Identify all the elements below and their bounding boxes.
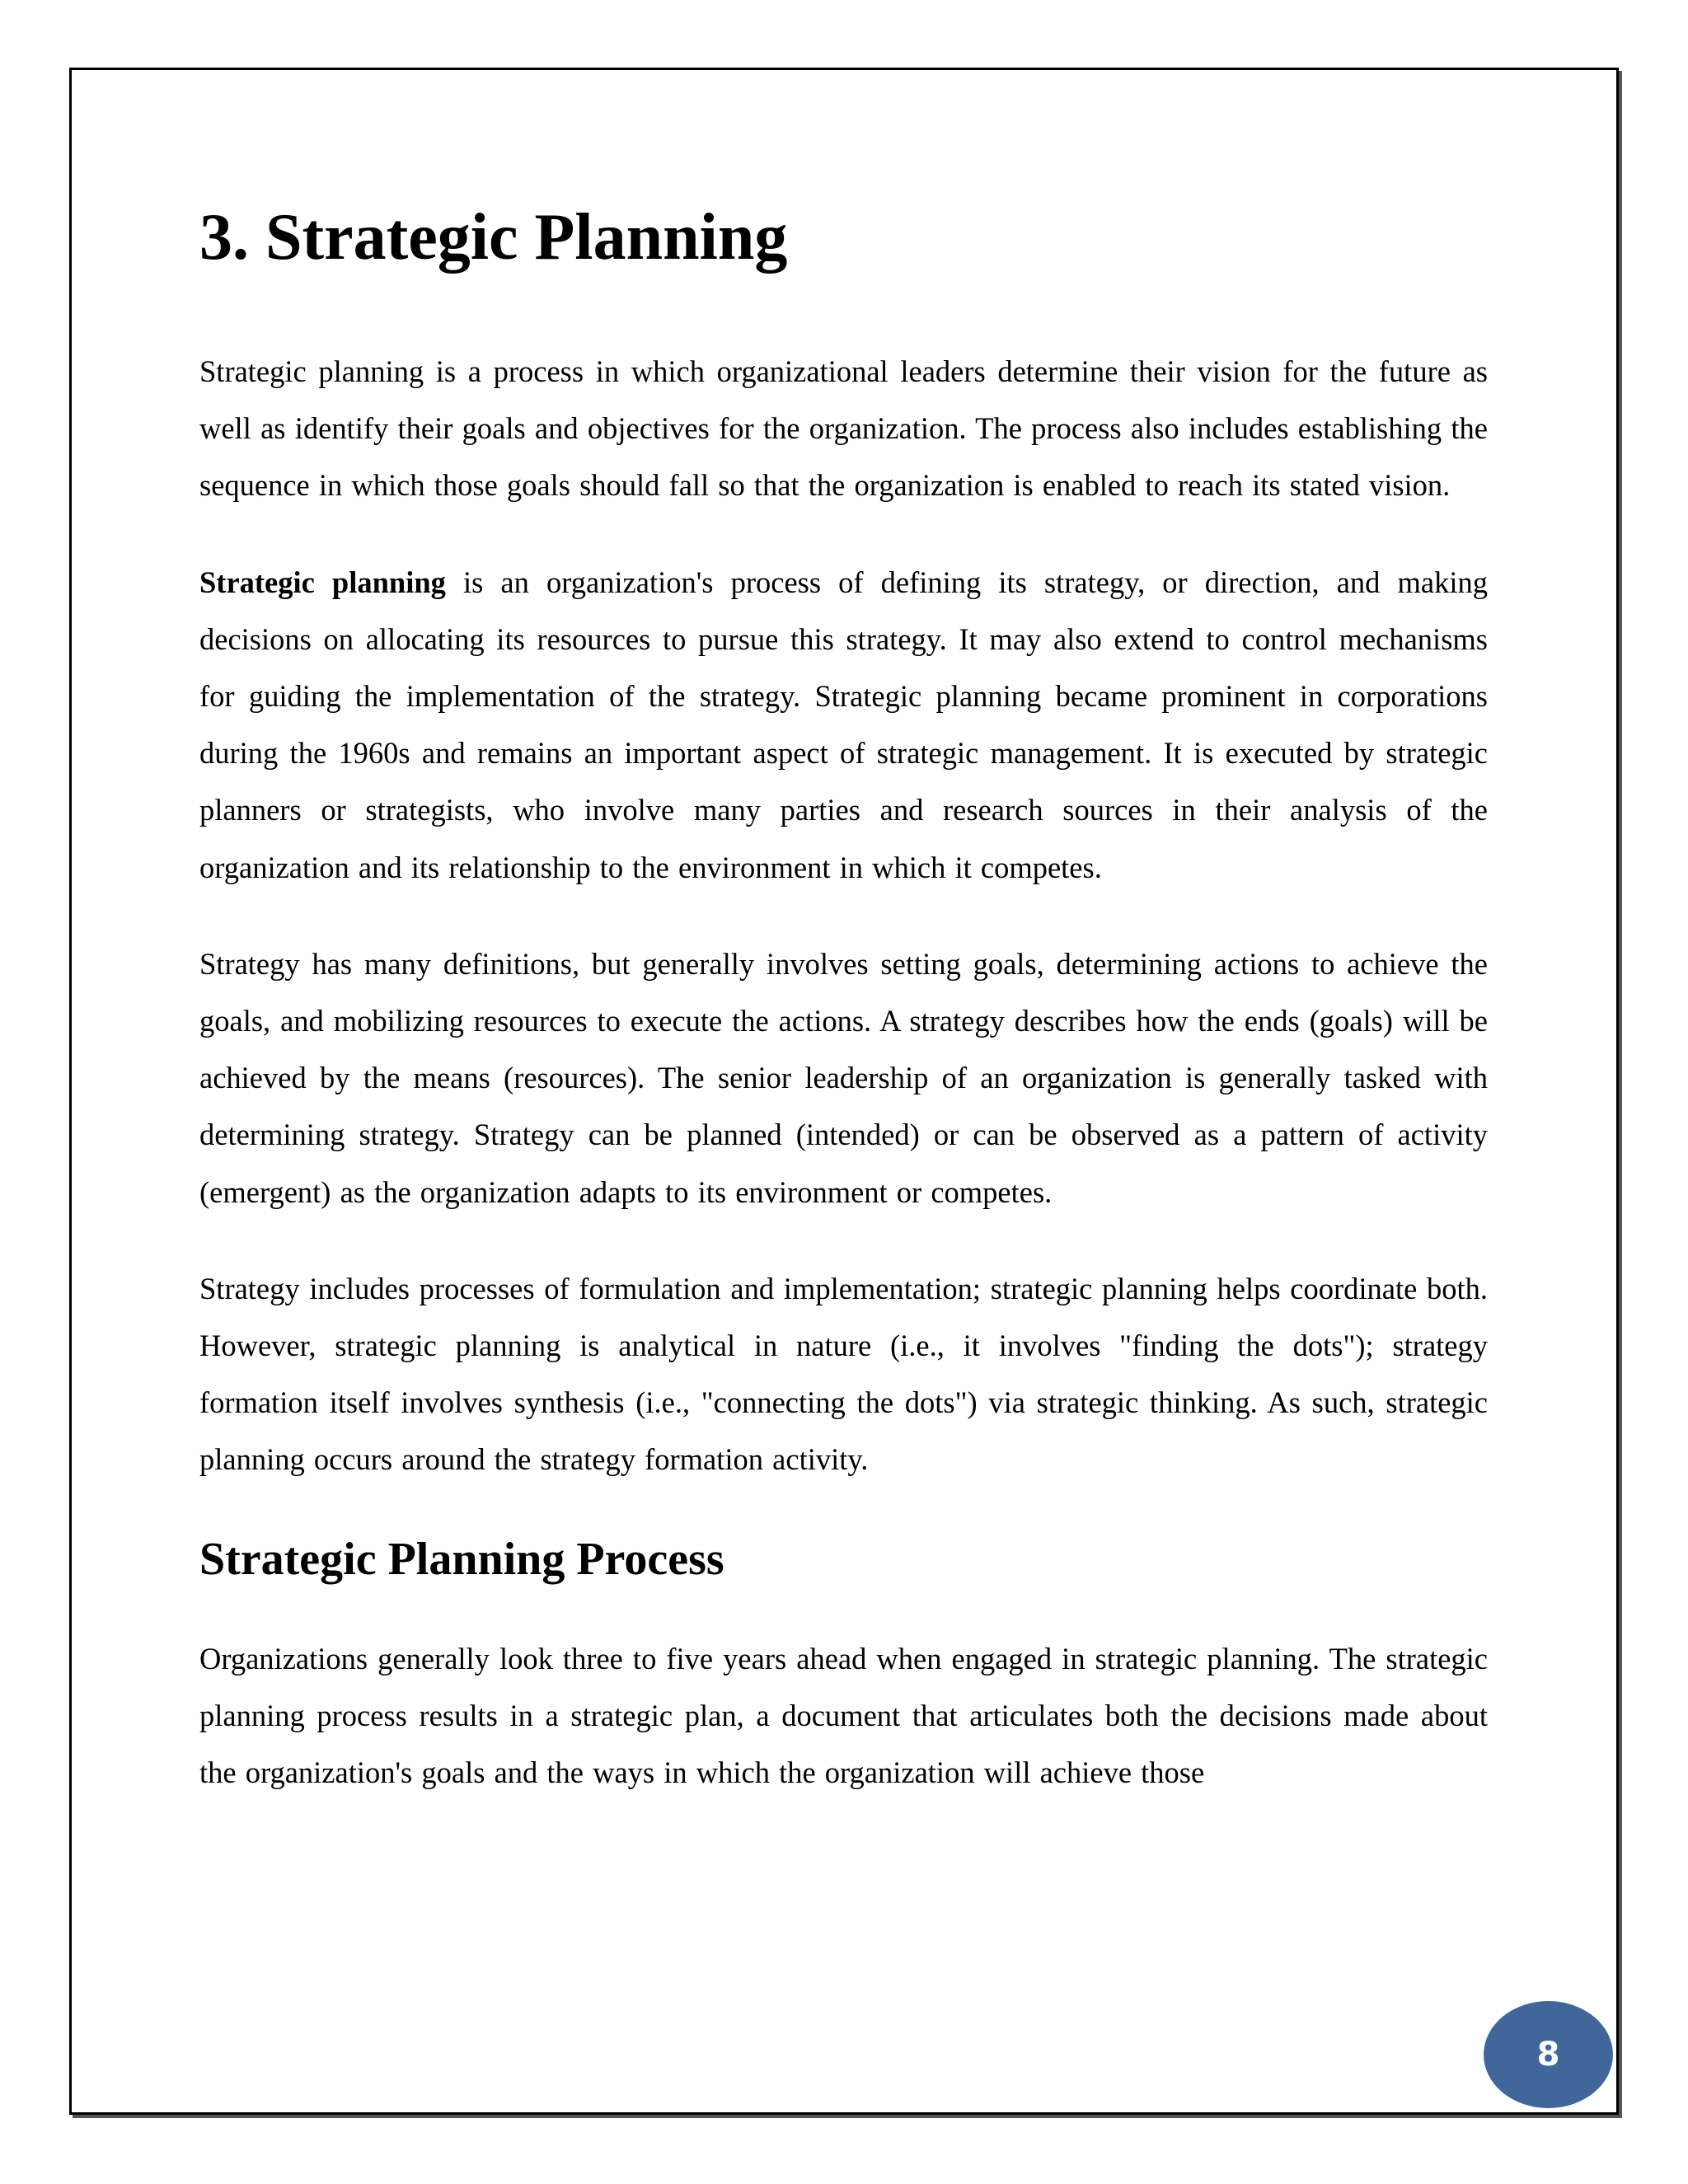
bold-term: Strategic planning [199,565,446,599]
page-number-badge: 8 [1484,2001,1613,2108]
paragraph-definition [199,554,1488,896]
page-content [199,191,1488,1840]
paragraph-strategy-definitions: Strategy has many definitions, but generally involves setting goals, determining actions to achieve the goals, and mobilizing resources to execute the actions. A strategy describes how the ends (goals) will be achieved by the means (resources). The senior leadership of an organization is generally tasked with determining strategy. Strategy can be planned (intended) or can be observed as a pattern of activity (emergent) as the organization adapts to its environment or competes. [199,946,1488,1209]
paragraph-formulation: Strategy includes processes of formulation and implementation; strategic planning helps coordinate both. However, strategic planning is analytical in nature (i.e., it involves "finding the dots"); strategy formation itself involves synthesis (i.e., "connecting the dots") via strategic thinking. As such, strategic planning occurs around the strategy formation activity. [199,1271,1488,1477]
paragraph-definition-text: is an organization's process of defining its strategy, or direction, and making decisions on allocating its resources to pursue this strategy. It may also extend to control mechanisms for guiding the implementation of the strategy. Strategic planning became prominent in corporations during the 1960s and remains an important aspect of strategic management. It is executed by strategic planners or strategists, who involve many parties and research sources in their analysis of the organization and its relationship to the environment in which it competes. [199,565,1488,884]
page-title: 3. Strategic Planning [199,201,788,274]
section-heading: Strategic Planning Process [199,1533,724,1585]
paragraph-intro: Strategic planning is a process in which organizational leaders determine their vision for the future as well as identify their goals and objectives for the organization. The process also includes establishing the sequence in which those goals should fall so that the organization is enabled to reach its stated vision. [199,354,1488,503]
paragraph-process: Organizations generally look three to five years ahead when engaged in strategic planning. The strategic planning process results in a strategic plan, a document that articulates both the decisions made about the organization's goals and the ways in which the organization will achieve those [199,1641,1488,1790]
